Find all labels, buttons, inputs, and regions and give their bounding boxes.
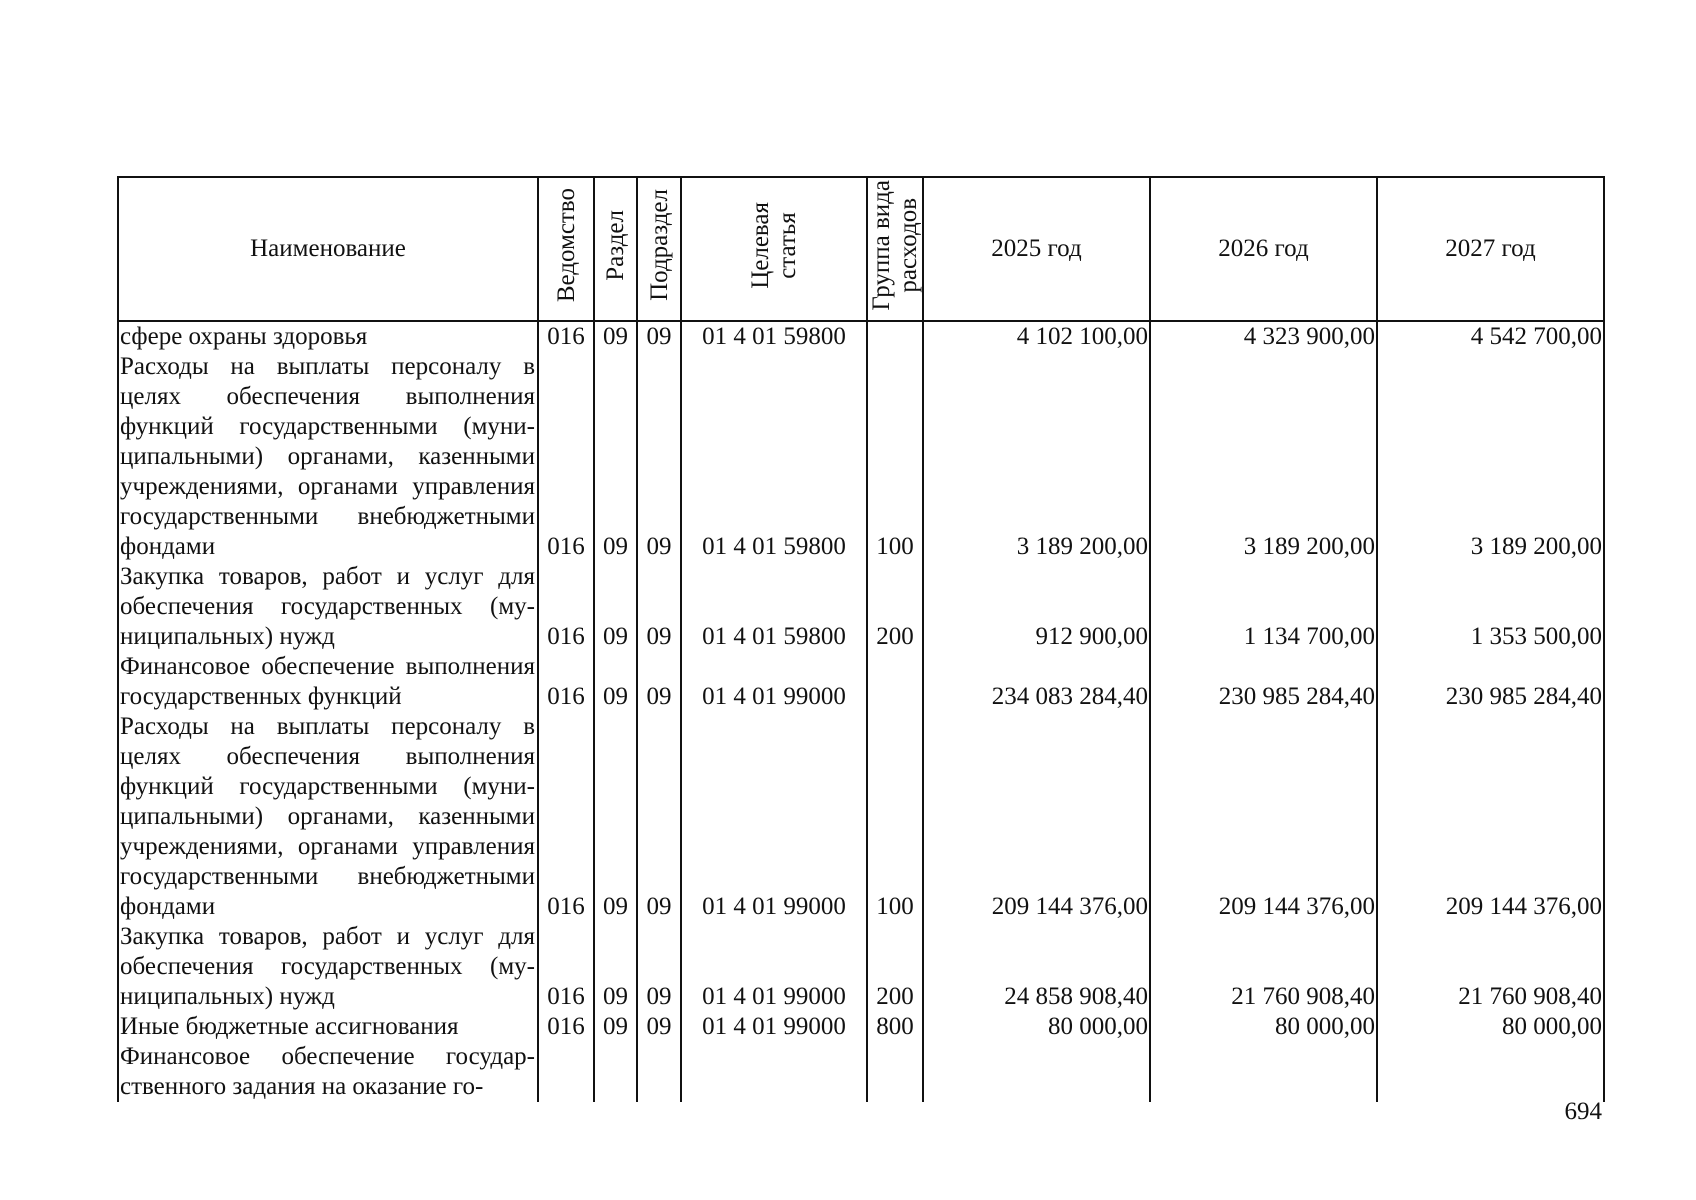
cell-department: 016 bbox=[538, 1012, 594, 1042]
cell-year-2027: 3 189 200,00 bbox=[1377, 352, 1604, 562]
cell-name: Иные бюджетные ассигнования bbox=[118, 1012, 538, 1042]
cell-section: 09 bbox=[594, 562, 637, 652]
table-row bbox=[118, 652, 1604, 712]
cell-department: 016 bbox=[538, 562, 594, 652]
cell-section: 09 bbox=[594, 712, 637, 922]
cell-name: Расходы на выплаты персоналу в целях обеспечения выполнения функций государственными (муниципальными) органами, казенными учреждениями, органами управления государственными внебюджетными фондами bbox=[118, 352, 538, 562]
cell-year-2027: 4 542 700,00 bbox=[1377, 321, 1604, 352]
cell-year-2025: 209 144 376,00 bbox=[923, 712, 1150, 922]
table-row bbox=[118, 1042, 1604, 1102]
cell-target-article bbox=[681, 1042, 867, 1102]
cell-subsection: 09 bbox=[637, 712, 681, 922]
cell-year-2025: 912 900,00 bbox=[923, 562, 1150, 652]
header-year-2025: 2025 год bbox=[923, 177, 1150, 321]
cell-target-article: 01 4 01 99000 bbox=[681, 922, 867, 1012]
cell-year-2026: 21 760 908,40 bbox=[1150, 922, 1377, 1012]
cell-subsection: 09 bbox=[637, 652, 681, 712]
budget-table bbox=[117, 176, 1605, 1102]
cell-target-article: 01 4 01 99000 bbox=[681, 712, 867, 922]
cell-expense-group bbox=[867, 1042, 923, 1102]
table-row bbox=[118, 321, 1604, 352]
header-expense-group-line2: расходов bbox=[895, 197, 922, 293]
cell-name: Закупка товаров, работ и услуг для обеспечения государственных (муниципальных) нужд bbox=[118, 562, 538, 652]
cell-subsection: 09 bbox=[637, 352, 681, 562]
table-header-row bbox=[118, 177, 1604, 321]
cell-expense-group bbox=[867, 321, 923, 352]
cell-expense-group: 200 bbox=[867, 922, 923, 1012]
header-expense-group-line1: Группа вида bbox=[868, 179, 895, 311]
cell-year-2026: 3 189 200,00 bbox=[1150, 352, 1377, 562]
cell-year-2027 bbox=[1377, 1042, 1604, 1102]
cell-year-2025: 234 083 284,40 bbox=[923, 652, 1150, 712]
header-target-article-line1: Целевая bbox=[747, 201, 774, 289]
header-section: Раздел bbox=[594, 177, 637, 321]
cell-year-2027: 209 144 376,00 bbox=[1377, 712, 1604, 922]
header-department: Ведомство bbox=[538, 177, 594, 321]
cell-year-2026: 1 134 700,00 bbox=[1150, 562, 1377, 652]
cell-year-2027: 230 985 284,40 bbox=[1377, 652, 1604, 712]
cell-year-2025 bbox=[923, 1042, 1150, 1102]
cell-department: 016 bbox=[538, 352, 594, 562]
cell-section: 09 bbox=[594, 922, 637, 1012]
cell-year-2025: 4 102 100,00 bbox=[923, 321, 1150, 352]
cell-section: 09 bbox=[594, 321, 637, 352]
cell-target-article: 01 4 01 59800 bbox=[681, 562, 867, 652]
table-row bbox=[118, 562, 1604, 652]
cell-target-article: 01 4 01 99000 bbox=[681, 1012, 867, 1042]
header-subsection: Подраздел bbox=[637, 177, 681, 321]
cell-year-2025: 80 000,00 bbox=[923, 1012, 1150, 1042]
cell-year-2027: 80 000,00 bbox=[1377, 1012, 1604, 1042]
cell-year-2025: 3 189 200,00 bbox=[923, 352, 1150, 562]
table-row bbox=[118, 352, 1604, 562]
header-year-2026: 2026 год bbox=[1150, 177, 1377, 321]
cell-year-2027: 1 353 500,00 bbox=[1377, 562, 1604, 652]
cell-department: 016 bbox=[538, 712, 594, 922]
cell-subsection: 09 bbox=[637, 1012, 681, 1042]
table-body bbox=[118, 321, 1604, 1102]
header-target-article-line2: статья bbox=[774, 211, 801, 279]
cell-name: Финансовое обеспечение выполнения государственных функций bbox=[118, 652, 538, 712]
cell-year-2026: 80 000,00 bbox=[1150, 1012, 1377, 1042]
header-target-article bbox=[681, 177, 867, 321]
cell-department: 016 bbox=[538, 922, 594, 1012]
table-row bbox=[118, 1012, 1604, 1042]
cell-expense-group: 200 bbox=[867, 562, 923, 652]
page-number: 694 bbox=[1564, 1098, 1602, 1125]
cell-name: Финансовое обеспечение государственного задания на оказание го- bbox=[118, 1042, 538, 1102]
cell-section: 09 bbox=[594, 352, 637, 562]
cell-department: 016 bbox=[538, 321, 594, 352]
cell-department bbox=[538, 1042, 594, 1102]
cell-year-2027: 21 760 908,40 bbox=[1377, 922, 1604, 1012]
cell-year-2026: 230 985 284,40 bbox=[1150, 652, 1377, 712]
cell-name: сфере охраны здоровья bbox=[118, 321, 538, 352]
cell-name: Закупка товаров, работ и услуг для обеспечения государственных (муниципальных) нужд bbox=[118, 922, 538, 1012]
cell-target-article: 01 4 01 99000 bbox=[681, 652, 867, 712]
cell-subsection bbox=[637, 1042, 681, 1102]
cell-expense-group bbox=[867, 652, 923, 712]
cell-target-article: 01 4 01 59800 bbox=[681, 352, 867, 562]
table-row bbox=[118, 922, 1604, 1012]
cell-expense-group: 100 bbox=[867, 712, 923, 922]
header-name: Наименование bbox=[118, 177, 538, 321]
header-expense-group bbox=[867, 177, 923, 321]
cell-department: 016 bbox=[538, 652, 594, 712]
cell-expense-group: 800 bbox=[867, 1012, 923, 1042]
cell-subsection: 09 bbox=[637, 562, 681, 652]
cell-subsection: 09 bbox=[637, 922, 681, 1012]
header-year-2027: 2027 год bbox=[1377, 177, 1604, 321]
cell-subsection: 09 bbox=[637, 321, 681, 352]
cell-year-2026: 209 144 376,00 bbox=[1150, 712, 1377, 922]
cell-name: Расходы на выплаты персоналу в целях обеспечения выполнения функций государственными (муниципальными) органами, казенными учреждениями, органами управления государственными внебюджетными фондами bbox=[118, 712, 538, 922]
cell-year-2026: 4 323 900,00 bbox=[1150, 321, 1377, 352]
cell-year-2025: 24 858 908,40 bbox=[923, 922, 1150, 1012]
cell-expense-group: 100 bbox=[867, 352, 923, 562]
cell-section: 09 bbox=[594, 652, 637, 712]
cell-section bbox=[594, 1042, 637, 1102]
table-row bbox=[118, 712, 1604, 922]
cell-target-article: 01 4 01 59800 bbox=[681, 321, 867, 352]
cell-section: 09 bbox=[594, 1012, 637, 1042]
cell-year-2026 bbox=[1150, 1042, 1377, 1102]
